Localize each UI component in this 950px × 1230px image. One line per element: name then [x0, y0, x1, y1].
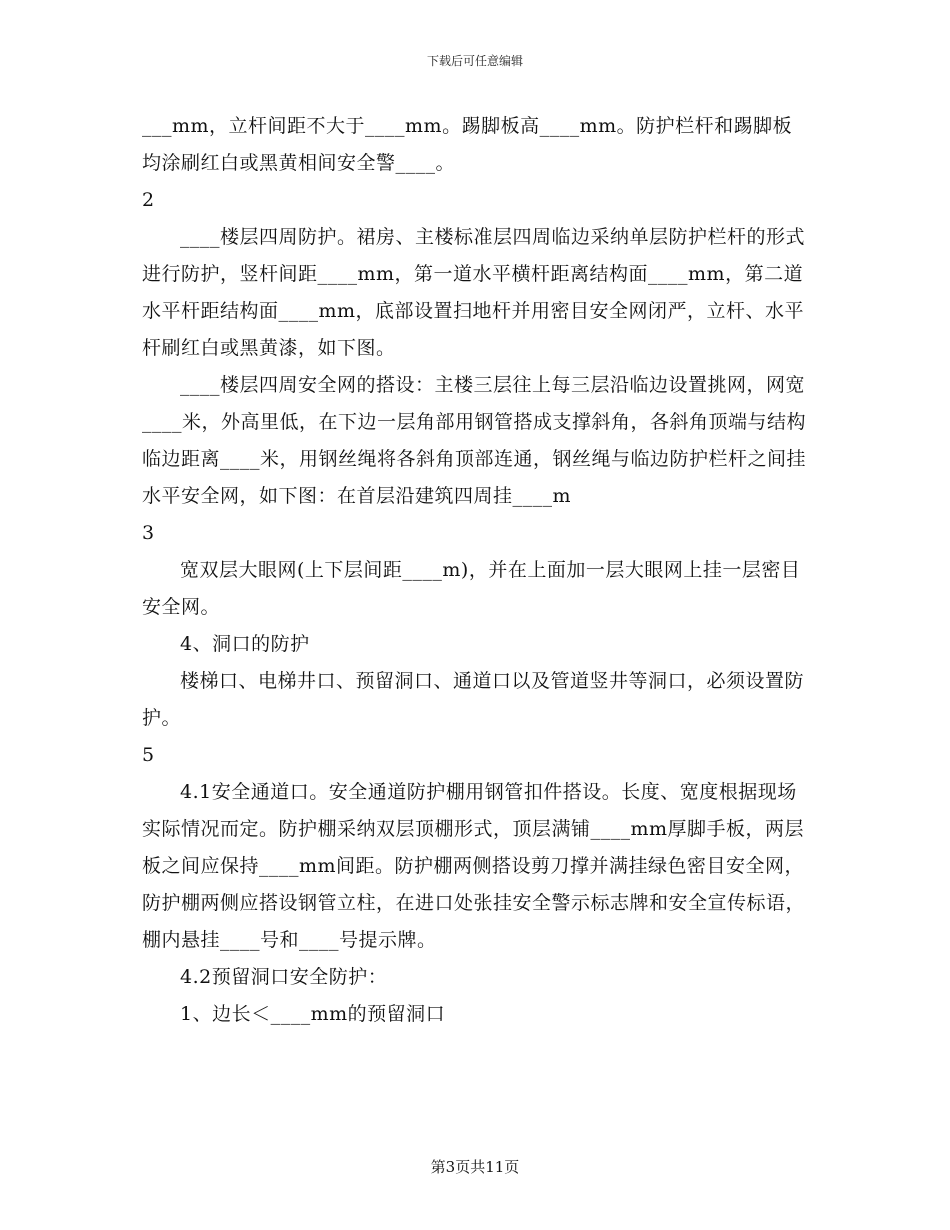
paragraph-safety-passage: 4.1安全通道口。安全通道防护棚用钢管扣件搭设。长度、宽度根据现场实际情况而定。防护棚采纳双层顶棚形式，顶层满铺____mm厚脚手板，两层板之间应保持____mm间距。防护棚两侧搭设剪刀撑并满挂绿色密目安全网，防护棚两侧应搭设钢管立柱，在进口处张挂安全警示标志牌和安全宣传标语，棚内悬挂____号和____号提示牌。: [142, 781, 806, 951]
paragraph-floor-perimeter-protection: ____楼层四周防护。裙房、主楼标准层四周临边采纳单层防护栏杆的形式进行防护，竖杆间距____mm，第一道水平横杆距离结构面____mm，第二道水平杆距结构面____mm，底部设置扫地杆并用密目安全网闭严，立杆、水平杆刷红白或黑黄漆，如下图。: [142, 226, 806, 359]
page-number-marker-3: 3: [142, 522, 155, 544]
page-footer: 第3页共11页: [430, 1158, 520, 1176]
subheading-reserved-opening: 4.2预留洞口安全防护：: [180, 966, 388, 988]
document-body: [142, 108, 808, 1033]
page-number-marker-5: 5: [142, 744, 155, 766]
paragraph-safety-net-setup: ____楼层四周安全网的搭设：主楼三层往上每三层沿临边设置挑网，网宽____米，外高里低，在下边一层角部用钢管搭成支撑斜角，各斜角顶端与结构临边距离____米，用钢丝绳将各斜角顶部连通，钢丝绳与临边防护栏杆之间挂水平安全网，如下图：在首层沿建筑四周挂____m: [142, 374, 807, 507]
page-number-marker-2: 2: [142, 189, 155, 211]
paragraph-double-layer-net: 宽双层大眼网(上下层间距____m)，并在上面加一层大眼网上挂一层密目安全网。: [142, 559, 801, 618]
page-header: 下载后可任意编辑: [426, 54, 523, 68]
section-heading-opening-protection: 4、洞口的防护: [180, 633, 310, 655]
paragraph-railing-spacing: ___mm，立杆间距不大于____mm。踢脚板高____mm。防护栏杆和踢脚板均涂刷红白或黑黄相间安全警____。: [142, 115, 793, 174]
item-small-opening: 1、边长＜____mm的预留洞口: [180, 1003, 446, 1025]
paragraph-openings-list: 楼梯口、电梯井口、预留洞口、通道口以及管道竖井等洞口，必须设置防护。: [142, 670, 805, 729]
